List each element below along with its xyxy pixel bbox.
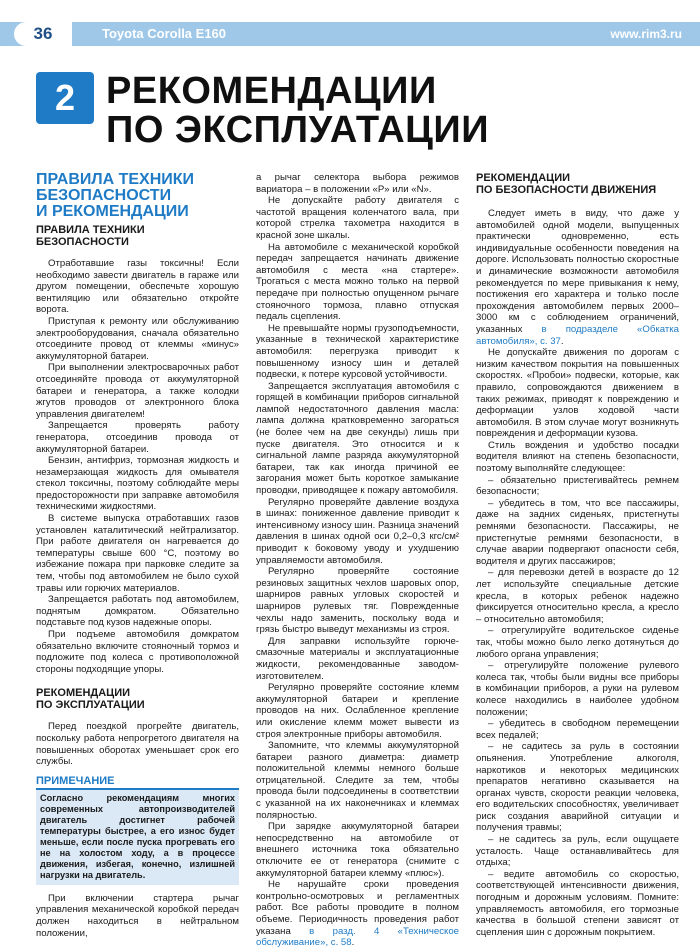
cross-reference-link[interactable]: в подразделе «Обкатка автомобиля», с. 37 <box>476 323 679 347</box>
subsection-title-operation <box>36 687 239 711</box>
section-title-line2: БЕЗОПАСНОСТИ <box>36 187 172 204</box>
list-item: – для перевозки детей в возрасте до 12 лет используйте специальные детские кресла, в которых ребенок надежно фиксируется относительно кресла, а кресло – относительно автомобиля; <box>476 567 679 625</box>
note-box <box>36 775 239 885</box>
note-text: Согласно рекомендациям многих современных автопроизводителей двигатель достигнет рабочей температуры быстрее, а его износ будет меньше, если после пуска прогревать его не на холостом ходу, а в процессе движения, избегая, конечно, излишней нагрузки на двигатель. <box>36 790 239 885</box>
paragraph <box>476 208 679 347</box>
subsection-title-line2: ПО БЕЗОПАСНОСТИ ДВИЖЕНИЯ <box>476 184 657 196</box>
paragraph: Приступая к ремонту или обслуживанию электрооборудования, сначала обязательно отсоедините провод от клеммы «минус» аккумуляторной батареи. <box>36 315 239 362</box>
section-title-line3: И РЕКОМЕНДАЦИИ <box>36 203 189 220</box>
paragraph: Стиль вождения и удобство посадки водителя влияют на степень безопасности, поэтому выполняйте следующее: <box>476 439 679 475</box>
paragraph: Регулярно проверяйте состояние резиновых защитных чехлов шаровых опор, шарниров равных угловых скоростей и шарниров рулевых тяг. Поврежденные чехлы надо заменить, поскольку вода и грязь быстро выведут механизмы из строя. <box>256 566 459 636</box>
paragraph: В системе выпуска отработавших газов установлен каталитический нейтрализатор. При работе двигателя он нагревается до температуры свыше 600 °С, поэтому во избежание пожара при парковке следите за тем, чтобы под автомобилем не было сухой травы или горючих материалов. <box>36 513 239 594</box>
paragraph: При подъеме автомобиля домкратом обязательно включите стояночный тормоз и подложите под колеса с противоположной стороны подходящие упоры. <box>36 629 239 675</box>
paragraph: Регулярно проверяйте давление воздуха в шинах: пониженное давление приводит к интенсивному износу шин. Разница значений давления в шинах одной оси 0,2–0,3 кгс/см² приводит к боковому уводу и ухудшению управляемости автомобиля. <box>256 496 459 566</box>
subsection-title-driving-safety <box>476 172 679 196</box>
paragraph: Запрещается работать под автомобилем, поднятым домкратом. Обязательно подставьте под кузов надежные опоры. <box>36 594 239 629</box>
page-number: 36 <box>14 22 72 46</box>
paragraph: При выполнении электросварочных работ отсоединяйте провода от аккумуляторной батареи и генератора, а также колодки жгутов проводов от электронного блока управления двигателем! <box>36 362 239 420</box>
list-item: – ведите автомобиль со скоростью, соответствующей интенсивности движения, погодным и дорожным условиям. Помните: управляемость автомобиля, его тормозные качества в большой степени зависят от сцепления шин с дорожным покрытием. <box>476 868 679 938</box>
paragraph-text: . <box>351 937 355 949</box>
paragraph: Регулярно проверяйте состояние клемм аккумуляторной батареи и крепление проводов на них. Ослабленное крепление или окисление клемм может вывести из строя электронные приборы автомобиля. <box>256 682 459 740</box>
paragraph: Запрещается эксплуатация автомобиля с горящей в комбинации приборов сигнальной лампой недостаточного давления масла: лампа должна кратковременно загораться (не более чем на две секунды) лишь при пуске двигателя. Это относится и к сигнальной лампе разряда аккумуляторной батареи, так как иногда причиной ее загорания может быть короткое замыкание проводки, приводящее к пожару автомобиля. <box>256 380 459 497</box>
book-title: Toyota Corolla E160 <box>102 26 227 41</box>
paragraph <box>256 879 459 949</box>
paragraph: Запрещается проверять работу генератора, отсоединив провода от аккумуляторной батареи. <box>36 420 239 455</box>
column-right <box>476 172 679 938</box>
subsection-title-line2: ПО ЭКСПЛУАТАЦИИ <box>36 699 145 712</box>
paragraph: Не превышайте нормы грузоподъемности, указанные в технической характеристике автомобиля: перегрузка приводит к повышенному износу шин и деталей подвески, к потере курсовой устойчивости. <box>256 322 459 381</box>
subsection-title-line1: ПРАВИЛА ТЕХНИКИ <box>36 224 145 236</box>
paragraph-text: Следует иметь в виду, что даже у автомобилей одной модели, выпущенных практически одновременно, есть индивидуальные особенности поведения на дороге. Использовать полностью скоростные и динамические возможности автомобиля рекомендуется по мере привыкания к нему, постижения его характера и только после прохождения автомобилем первых 2000–3000 км с соблюдением ограничений, указанных <box>476 208 679 335</box>
chapter-title <box>106 72 489 150</box>
chapter-title-line1: РЕКОМЕНДАЦИИ <box>106 70 437 112</box>
paragraph-text: . <box>560 335 564 347</box>
paragraph: При включении стартера рычаг управления механической коробкой передач должен находиться в нейтральном положении, <box>36 892 239 939</box>
paragraph: При зарядке аккумуляторной батареи непосредственно на автомобиле от внешнего источника тока обязательно отключите ее от генератора (снимите с аккумуляторной батареи клемму «плюс»). <box>256 821 459 879</box>
list-item: – не садитесь за руль в состоянии опьянения. Употребление алкоголя, наркотиков и некоторых медицинских препаратов негативно сказывается на органах чувств, скорости реакции человека, его водительских способностях, увеличивает риск создания аварийной ситуации и получения травмы; <box>476 741 679 834</box>
list-item: – не садитесь за руль, если ощущаете усталость. Чаще останавливайтесь для отдыха; <box>476 834 679 869</box>
column-middle <box>256 172 459 949</box>
list-item: – обязательно пристегивайтесь ремнем безопасности; <box>476 474 679 498</box>
chapter-number-badge: 2 <box>36 72 94 124</box>
subsection-title-safety <box>36 224 239 248</box>
paragraph: а рычаг селектора выбора режимов вариатора – в положении «P» или «N». <box>256 172 459 195</box>
site-url: www.rim3.ru <box>610 27 682 41</box>
paragraph-text: Не нарушайте сроки проведения контрольно-осмотровых и регламентных работ. Все работы проводите в полном объеме. Периодичность проведения работ указана <box>256 879 459 937</box>
chapter-title-line2: ПО ЭКСПЛУАТАЦИИ <box>106 109 490 151</box>
paragraph: Отработавшие газы токсичны! Если необходимо завести двигатель в гараже или другом помещении, обеспечьте хорошую вентиляцию или обязательно откройте ворота. <box>36 258 239 316</box>
list-item: – убедитесь в том, что все пассажиры, даже на задних сиденьях, пристегнуты ремнями безопасности. Пассажиры, не пристегнутые ремнями безопасности, в случае аварии подвергают опасности себя, водителя и других пассажиров; <box>476 497 679 567</box>
paragraph: Бензин, антифриз, тормозная жидкость и незамерзающая жидкость для омывателя стекол токсичны, поэтому соблюдайте меры предосторожности при заправке автомобиля техническими жидкостями. <box>36 455 239 513</box>
note-title: ПРИМЕЧАНИЕ <box>36 775 239 790</box>
subsection-title-line2: БЕЗОПАСНОСТИ <box>36 236 129 248</box>
section-title-line1: ПРАВИЛА ТЕХНИКИ <box>36 171 195 188</box>
section-title <box>36 172 239 220</box>
paragraph: Перед поездкой прогрейте двигатель, поскольку работа непрогретого двигателя на повышенных оборотах уменьшает срок его службы. <box>36 721 239 768</box>
paragraph: Для заправки используйте горюче-смазочные материалы и эксплуатационные жидкости, рекомендованные заводом-изготовителем. <box>256 635 459 682</box>
list-item: – отрегулируйте водительское сиденье так, чтобы можно было легко дотянуться до любого органа управления; <box>476 625 679 660</box>
list-item: – убедитесь в свободном перемещении всех педалей; <box>476 718 679 741</box>
cross-reference-link[interactable]: в разд. 4 «Техническое обслуживание», с. 58 <box>256 925 459 949</box>
subsection-title-line1: РЕКОМЕНДАЦИИ <box>36 687 131 700</box>
subsection-title-line1: РЕКОМЕНДАЦИИ <box>476 172 571 184</box>
list-item: – отрегулируйте положение рулевого колеса так, чтобы были видны все приборы в комбинации приборов, а руки на рулевом колесе находились в наиболее удобном положении; <box>476 660 679 718</box>
paragraph: На автомобиле с механической коробкой передач запрещается начинать движение автомобиля с места «на стартере». Трогаться с места можно только на первой передаче при полностью опущенном рычаге стояночного тормоза, плавно отпуская педаль сцепления. <box>256 241 459 323</box>
paragraph: Запомните, что клеммы аккумуляторной батареи разного диаметра: диаметр положительной клеммы немного больше отрицательной. Следите за тем, чтобы провода были подсоединены в соответствии с указанной на их наконечниках и клеммах полярностью. <box>256 740 459 821</box>
paragraph: Не допускайте движения по дорогам с низким качеством покрытия на повышенных скоростях. «Пробои» подвески, которые, как правило, сопровождаются движением в таких режимах, приводят к повреждению и деформации узлов ходовой части автомобиля. В этом случае могут возникнуть повреждения и деформации кузова. <box>476 347 679 440</box>
column-left <box>36 172 239 939</box>
paragraph: Не допускайте работу двигателя с частотой вращения коленчатого вала, при которой стрелка тахометра находится в красной зоне шкалы. <box>256 195 459 241</box>
